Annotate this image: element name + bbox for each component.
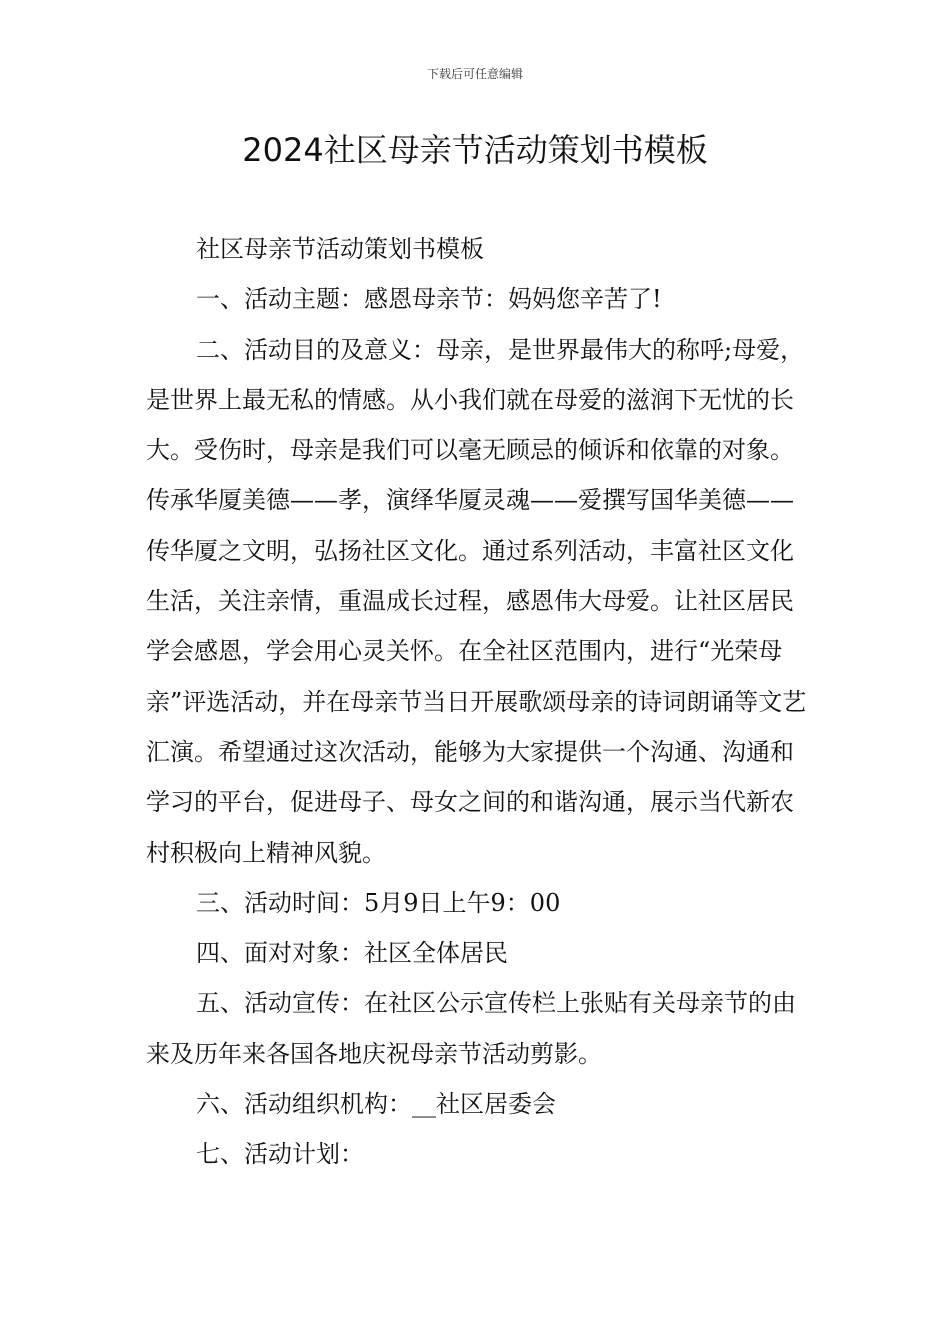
document-title: 2024社区母亲节活动策划书模板 [242,131,708,169]
purpose-paragraph: 二、活动目的及意义：母亲，是世界最伟大的称呼;母爱，是世界上最无私的情感。从小我们就在母爱的滋润下无忧的长大。受伤时，母亲是我们可以毫无顾忌的倾诉和依靠的对象。传承华厦美德——孝，演绎华厦灵魂——爱撰写国华美德——传华厦之文明，弘扬社区文化。通过系列活动，丰富社区文化生活，关注亲情，重温成长过程，感恩伟大母爱。让社区居民学会感恩，学会用心灵关怀。在全社区范围内，进行“光荣母亲”评选活动，并在母亲节当日开展歌颂母亲的诗词朗诵等文艺汇演。希望通过这次活动，能够为大家提供一个沟通、沟通和学习的平台，促进母子、母女之间的和谐沟通，展示当代新农村积极向上精神风貌。 [146,335,807,867]
subtitle-paragraph: 社区母亲节活动策划书模板 [196,235,484,263]
theme-paragraph: 一、活动主题：感恩母亲节：妈妈您辛苦了! [196,285,662,314]
header-note: 下载后可任意编辑 [426,67,523,81]
organizer-paragraph: 六、活动组织机构：__社区居委会 [196,1090,556,1119]
audience-paragraph: 四、面对对象：社区全体居民 [196,939,508,968]
plan-paragraph: 七、活动计划： [196,1140,364,1169]
publicity-paragraph: 五、活动宣传：在社区公示宣传栏上张贴有关母亲节的由来及历年来各国各地庆祝母亲节活动剪影。 [146,989,796,1068]
time-paragraph: 三、活动时间：5月9日上午9：00 [196,888,561,917]
document-body [146,224,810,1180]
